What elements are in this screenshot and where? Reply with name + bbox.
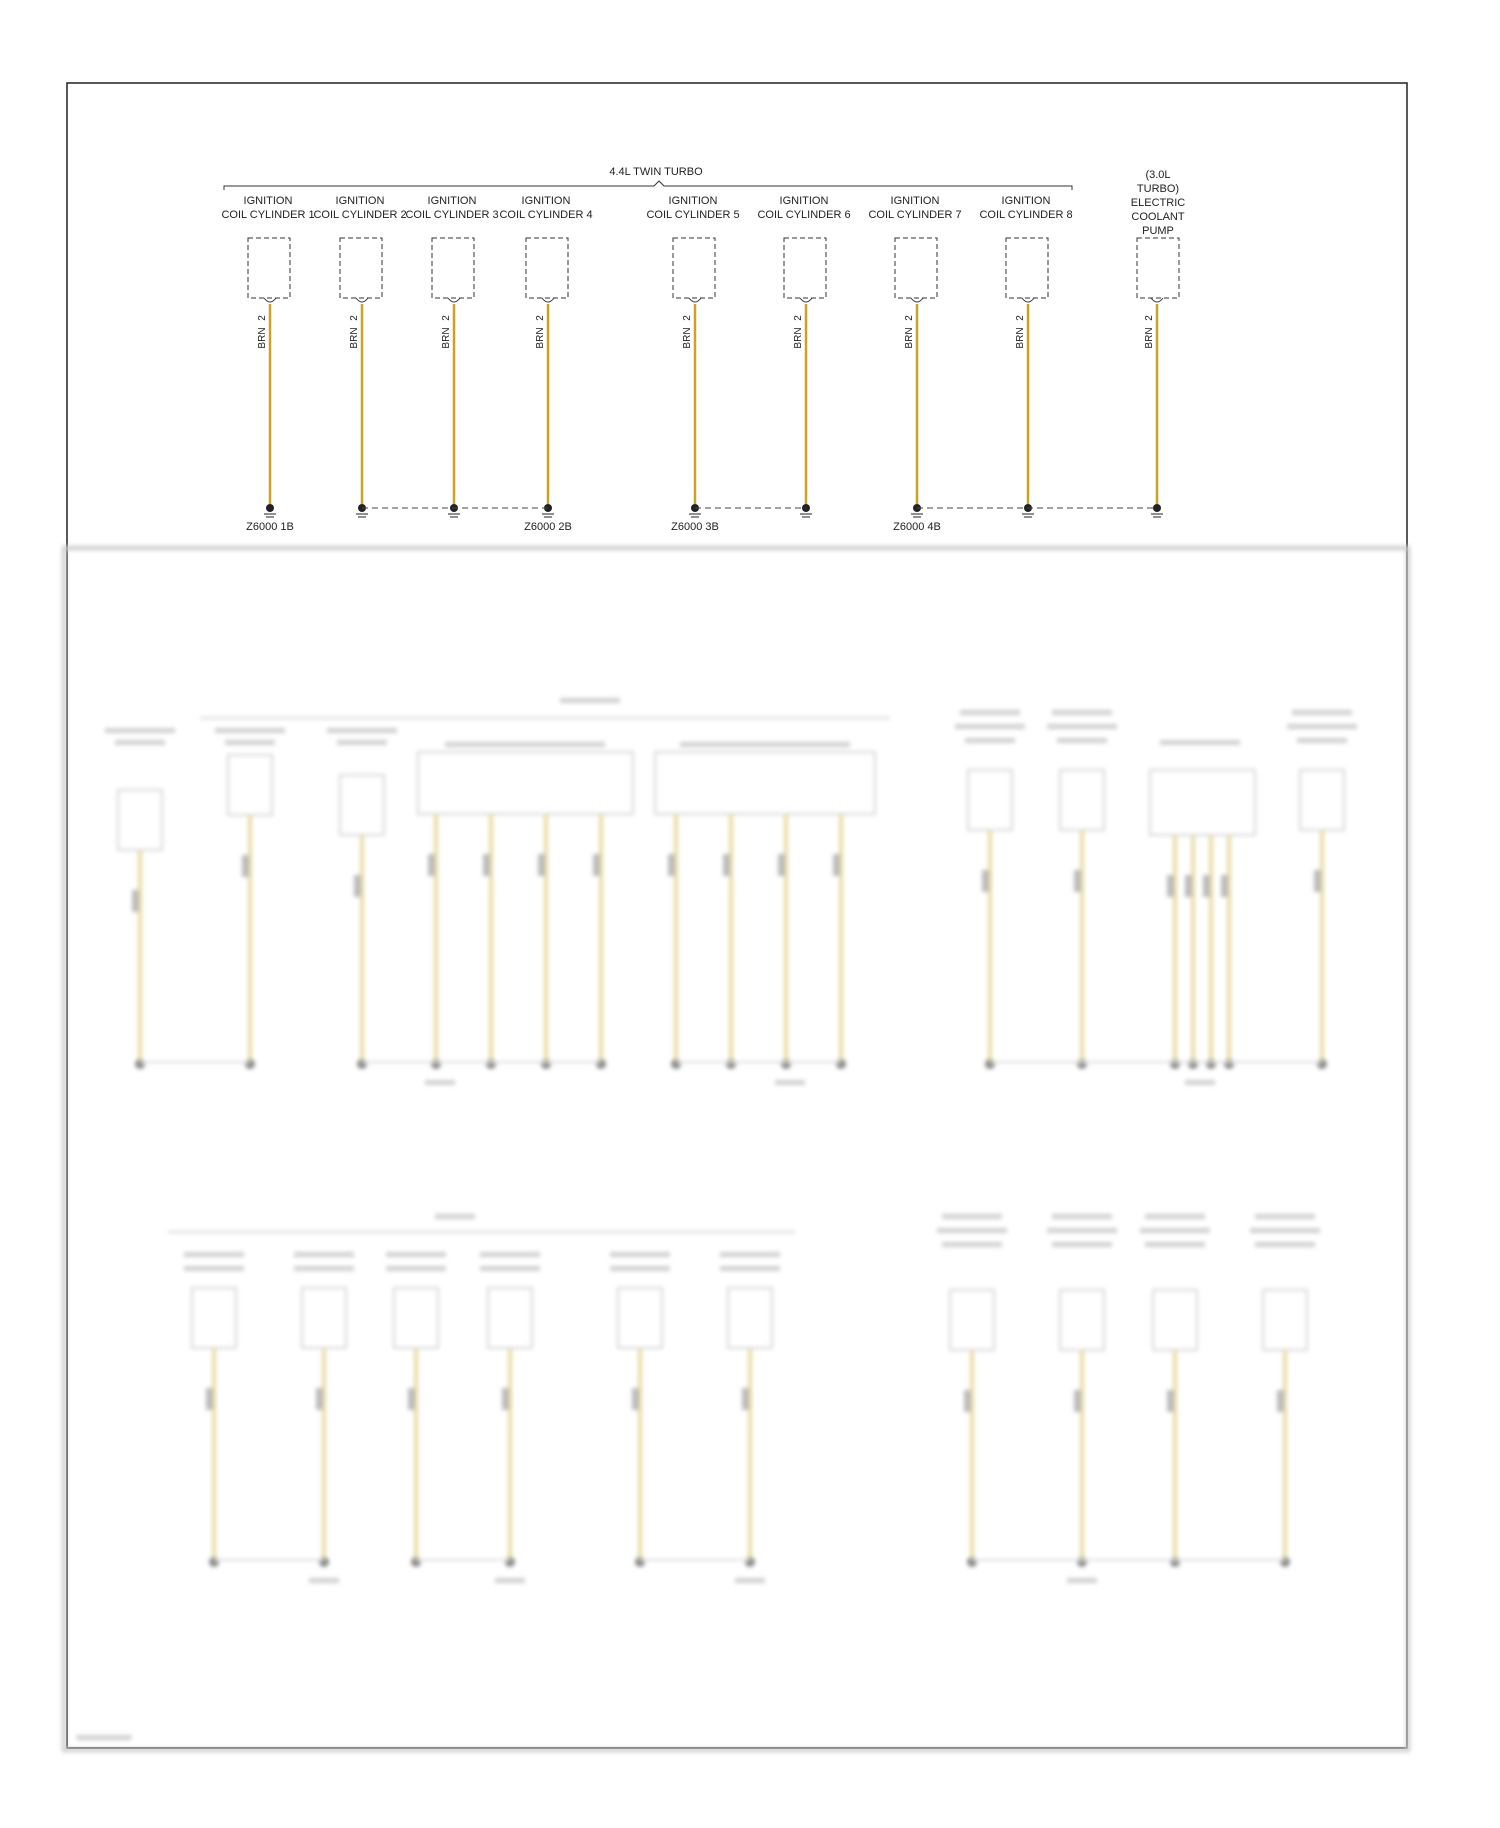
ground-icon	[356, 504, 368, 517]
faded-text	[680, 742, 850, 747]
faded-component-box	[1153, 1290, 1197, 1350]
coil-box	[248, 238, 290, 298]
faded-text	[1255, 1242, 1315, 1247]
faded-wire-label	[502, 1388, 509, 1410]
faded-text	[337, 740, 387, 745]
faded-text	[965, 738, 1015, 743]
faded-component-box	[192, 1288, 236, 1348]
pin-mark	[264, 298, 276, 302]
ground-icon	[1022, 504, 1034, 517]
top-section	[221, 166, 1185, 533]
wire-color-code: BRN	[682, 327, 693, 349]
ignition-coil-2	[313, 195, 406, 517]
pin-number: 2	[682, 315, 693, 321]
faded-component-box	[728, 1288, 772, 1348]
faded-text	[1052, 710, 1112, 715]
ignition-coil-1	[221, 195, 314, 533]
faded-component-box	[1150, 770, 1255, 835]
faded-text	[960, 710, 1020, 715]
pin-number: 2	[535, 315, 546, 321]
faded-text	[480, 1266, 540, 1271]
faded-text	[386, 1266, 446, 1271]
obscured-diagram-area	[64, 548, 1408, 1750]
faded-component-box	[1060, 1290, 1104, 1350]
coil-label-line1: IGNITION	[890, 195, 940, 207]
faded-text	[309, 1578, 339, 1583]
faded-text	[445, 742, 605, 747]
faded-wire-label	[1203, 875, 1210, 897]
faded-text	[1052, 1242, 1112, 1247]
faded-text	[720, 1266, 780, 1271]
faded-text	[942, 1214, 1002, 1219]
faded-ground-icon	[1077, 1557, 1087, 1567]
faded-text	[1140, 1228, 1210, 1233]
faded-ground-icon	[1224, 1059, 1234, 1069]
faded-ground-icon	[357, 1059, 367, 1069]
pin-number: 2	[1015, 315, 1026, 321]
faded-text	[184, 1266, 244, 1271]
faded-text	[1292, 710, 1352, 715]
group-label: 4.4L TWIN TURBO	[609, 166, 703, 178]
faded-wire-label	[778, 854, 785, 876]
ignition-coil-6	[757, 195, 850, 517]
faded-ground-icon	[1206, 1059, 1216, 1069]
coil-label-line1: IGNITION	[521, 195, 571, 207]
faded-component-box	[618, 1288, 662, 1348]
pin-number: 2	[257, 315, 268, 321]
ignition-coil-7	[868, 195, 961, 533]
faded-text	[425, 1080, 455, 1085]
faded-component-box	[968, 770, 1012, 830]
faded-ground-icon	[505, 1557, 515, 1567]
ground-icon	[911, 504, 923, 517]
faded-ground-icon	[967, 1557, 977, 1567]
pump-label-line1: (3.0L	[1145, 169, 1171, 181]
coil-box	[784, 238, 826, 298]
faded-component-box	[1263, 1290, 1307, 1350]
faded-text	[327, 728, 397, 733]
faded-ground-icon	[1188, 1059, 1198, 1069]
pin-mark	[689, 298, 701, 302]
faded-component-box	[1300, 770, 1344, 830]
coil-box	[340, 238, 382, 298]
coil-label-line2: COIL CYLINDER 3	[405, 209, 499, 221]
faded-text	[1185, 1080, 1215, 1085]
faded-ground-icon	[1170, 1557, 1180, 1567]
faded-text	[115, 740, 165, 745]
faded-wire-label	[723, 854, 730, 876]
faded-component-box	[228, 755, 272, 815]
faded-text	[1067, 1578, 1097, 1583]
faded-text	[942, 1242, 1002, 1247]
faded-text	[105, 728, 175, 733]
faded-wire-label	[132, 890, 139, 912]
pump-wire-color: BRN	[1144, 327, 1155, 349]
faded-text	[435, 1214, 475, 1219]
wire-color-code: BRN	[904, 327, 915, 349]
coil-label-line1: IGNITION	[335, 195, 385, 207]
pump-label-line4: COOLANT	[1131, 211, 1185, 223]
faded-component-box	[340, 775, 384, 835]
wire-color-code: BRN	[441, 327, 452, 349]
faded-component-box	[950, 1290, 994, 1350]
ground-icon	[542, 504, 554, 517]
faded-text	[937, 1228, 1007, 1233]
faded-text	[386, 1252, 446, 1257]
faded-ground-icon	[541, 1059, 551, 1069]
coil-label-line2: COIL CYLINDER 2	[313, 209, 407, 221]
faded-text	[225, 740, 275, 745]
faded-wire-label	[668, 854, 675, 876]
ground-label: Z6000 1B	[246, 521, 294, 533]
faded-ground-icon	[985, 1059, 995, 1069]
faded-ground-icon	[596, 1059, 606, 1069]
ground-icon	[264, 504, 276, 517]
pin-number: 2	[349, 315, 360, 321]
group-bracket	[224, 181, 1072, 190]
ground-label: Z6000 4B	[893, 521, 941, 533]
coil-group	[221, 195, 1072, 533]
faded-ground-icon	[486, 1059, 496, 1069]
faded-wire-label	[1277, 1390, 1284, 1412]
coil-box	[432, 238, 474, 298]
ground-icon	[689, 504, 701, 517]
faded-ground-icon	[635, 1557, 645, 1567]
faded-ground-icon	[135, 1059, 145, 1069]
pin-mark	[448, 298, 460, 302]
faded-ground-icon	[781, 1059, 791, 1069]
faded-wire-label	[483, 854, 490, 876]
faded-component-box	[394, 1288, 438, 1348]
pin-number: 2	[904, 315, 915, 321]
faded-text	[955, 724, 1025, 729]
diagram-frame	[67, 83, 1407, 1748]
faded-wire-label	[982, 870, 989, 892]
faded-text	[1250, 1228, 1320, 1233]
faded-wire-label	[538, 854, 545, 876]
faded-text	[560, 698, 620, 703]
coil-label-line2: COIL CYLINDER 6	[757, 209, 851, 221]
coil-label-line2: COIL CYLINDER 7	[868, 209, 962, 221]
ignition-coil-5	[646, 195, 739, 533]
faded-text	[184, 1252, 244, 1257]
faded-text	[294, 1266, 354, 1271]
coil-label-line2: COIL CYLINDER 8	[979, 209, 1073, 221]
faded-wire-label	[1074, 1390, 1081, 1412]
faded-text	[610, 1252, 670, 1257]
faded-wire-label	[964, 1390, 971, 1412]
faded-wire-label	[833, 854, 840, 876]
faded-ground-icon	[1280, 1557, 1290, 1567]
coil-label-line1: IGNITION	[243, 195, 293, 207]
faded-text	[1255, 1214, 1315, 1219]
faded-wire-label	[206, 1388, 213, 1410]
ignition-coil-8	[979, 195, 1072, 517]
ignition-coil-4	[499, 195, 592, 533]
faded-text	[610, 1266, 670, 1271]
faded-component-box	[118, 790, 162, 850]
ignition-coil-3	[405, 195, 498, 517]
faded-component-box	[302, 1288, 346, 1348]
ground-label: Z6000 2B	[524, 521, 572, 533]
faded-ground-icon	[726, 1059, 736, 1069]
faded-text	[1145, 1214, 1205, 1219]
faded-text	[720, 1252, 780, 1257]
faded-wire-label	[1314, 870, 1321, 892]
faded-wire-label	[1074, 870, 1081, 892]
faded-text	[1047, 1228, 1117, 1233]
pump-pin-mark	[1151, 298, 1163, 302]
pin-mark	[542, 298, 554, 302]
faded-text	[1057, 738, 1107, 743]
pump-box	[1137, 238, 1179, 298]
pump-pin-number: 2	[1144, 315, 1155, 321]
faded-ground-icon	[1170, 1059, 1180, 1069]
faded-ground-icon	[1317, 1059, 1327, 1069]
wire-color-code: BRN	[793, 327, 804, 349]
ground-label: Z6000 3B	[671, 521, 719, 533]
faded-text	[1297, 738, 1347, 743]
coil-label-line2: COIL CYLINDER 5	[646, 209, 740, 221]
pin-mark	[1022, 298, 1034, 302]
faded-text	[735, 1578, 765, 1583]
wire-color-code: BRN	[535, 327, 546, 349]
faded-wire-label	[1167, 875, 1174, 897]
coil-box	[526, 238, 568, 298]
pin-number: 2	[441, 315, 452, 321]
electric-coolant-pump	[1131, 169, 1185, 517]
faded-wire-label	[742, 1388, 749, 1410]
wire-color-code: BRN	[257, 327, 268, 349]
faded-component-box	[655, 752, 875, 814]
coil-label-line1: IGNITION	[427, 195, 477, 207]
faded-ground-icon	[245, 1059, 255, 1069]
faded-ground-icon	[671, 1059, 681, 1069]
coil-label-line1: IGNITION	[1001, 195, 1051, 207]
coil-box	[895, 238, 937, 298]
faded-wire-label	[316, 1388, 323, 1410]
coil-label-line2: COIL CYLINDER 4	[499, 209, 593, 221]
faded-wire-label	[1167, 1390, 1174, 1412]
faded-text	[495, 1578, 525, 1583]
faded-ground-icon	[209, 1557, 219, 1567]
pump-ground-icon	[1151, 504, 1163, 517]
faded-wire-label	[593, 854, 600, 876]
faded-component-box	[418, 752, 633, 814]
faded-wire-label	[1221, 875, 1228, 897]
faded-wire-label	[428, 854, 435, 876]
coil-box	[1006, 238, 1048, 298]
ground-icon	[448, 504, 460, 517]
pin-mark	[800, 298, 812, 302]
faded-ground-icon	[745, 1557, 755, 1567]
faded-ground-icon	[319, 1557, 329, 1567]
faded-component-box	[1060, 770, 1104, 830]
faded-text	[1145, 1242, 1205, 1247]
faded-ground-icon	[836, 1059, 846, 1069]
pump-label-line2: TURBO)	[1136, 183, 1180, 195]
wire-color-code: BRN	[1015, 327, 1026, 349]
coil-label-line1: IGNITION	[668, 195, 718, 207]
obscured-content	[77, 698, 1358, 1740]
faded-text	[1047, 724, 1117, 729]
faded-text	[1287, 724, 1357, 729]
coil-box	[673, 238, 715, 298]
faded-text	[77, 1735, 132, 1740]
ground-icon	[800, 504, 812, 517]
pump-label-line3: ELECTRIC	[1130, 197, 1186, 209]
wire-color-code: BRN	[349, 327, 360, 349]
faded-text	[294, 1252, 354, 1257]
pin-mark	[911, 298, 923, 302]
pump-label-line5: PUMP	[1142, 225, 1174, 237]
faded-text	[775, 1080, 805, 1085]
faded-text	[215, 728, 285, 733]
faded-wire-label	[632, 1388, 639, 1410]
faded-text	[1160, 740, 1240, 745]
faded-wire-label	[408, 1388, 415, 1410]
faded-ground-icon	[431, 1059, 441, 1069]
faded-text	[1052, 1214, 1112, 1219]
faded-text	[480, 1252, 540, 1257]
pin-mark	[356, 298, 368, 302]
faded-wire-label	[1185, 875, 1192, 897]
faded-wire-label	[242, 855, 249, 877]
faded-component-box	[488, 1288, 532, 1348]
faded-ground-icon	[1077, 1059, 1087, 1069]
pin-number: 2	[793, 315, 804, 321]
faded-ground-icon	[411, 1557, 421, 1567]
faded-wire-label	[354, 875, 361, 897]
coil-label-line1: IGNITION	[779, 195, 829, 207]
coil-label-line2: COIL CYLINDER 1	[221, 209, 315, 221]
